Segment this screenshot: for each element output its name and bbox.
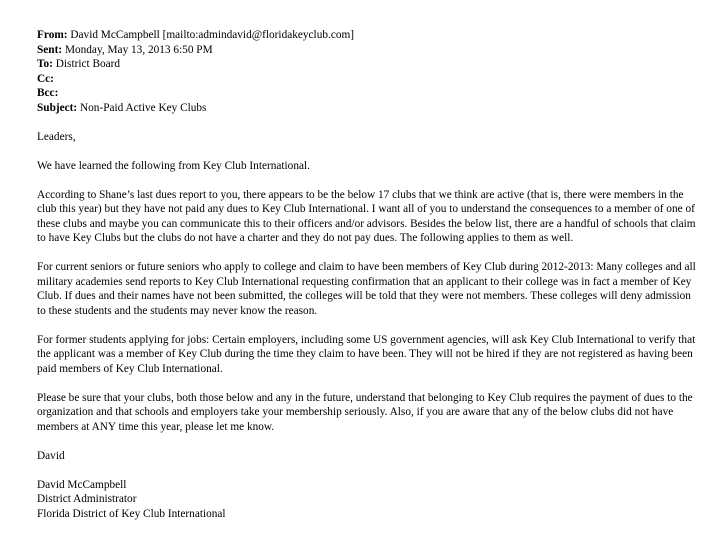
sent-value: Monday, May 13, 2013 6:50 PM (64, 43, 213, 56)
signature-title: District Administrator (37, 493, 137, 505)
signature-name: David McCampbell (37, 478, 127, 491)
paragraph-seniors: For current seniors or future seniors who apply to college and claim to have been members of Key Club during 2012-2013: Many colleges and all military academies send reports to Key Club International requesting confirmation that an applicant to their college was in fact a member of Key Club. If dues and their names have not been submitted, the colleges will be told that they were not members. These colleges will deny admission to these students and the students may never know the reason. (37, 261, 696, 317)
cc-line (37, 72, 697, 87)
email-header (37, 28, 697, 115)
bcc-label: Bcc: (37, 87, 59, 99)
paragraph-intro: We have learned the following from Key Club International. (37, 159, 310, 172)
email-document (37, 28, 697, 521)
to-line (37, 57, 697, 72)
subject-value: Non-Paid Active Key Clubs (80, 101, 207, 114)
subject-label: Subject: (37, 101, 78, 114)
from-line (37, 28, 697, 43)
to-label: To: (37, 58, 53, 70)
from-value: David McCampbell [mailto:admindavid@floridakeyclub.com] (70, 29, 355, 41)
signature-org: Florida District of Key Club International (37, 507, 226, 520)
sent-label: Sent: (37, 43, 63, 56)
greeting: Leaders, (37, 130, 76, 143)
paragraph-dues-report: According to Shane’s last dues report to you, there appears to be the below 17 clubs that we think are active (that is, there were members in the club this year) but they have not paid any dues to Key Club International. I want all of you to understand the consequences to a member of one of these clubs and maybe you can communicate this to their officers and/or advisors. Besides the below list, there are a handful of schools that claim to have Key Clubs but the clubs do not have a charter and they do not pay dues. The following applies to them as well. (37, 188, 696, 244)
subject-line (37, 101, 697, 116)
bcc-line (37, 86, 697, 101)
paragraph-please-be-sure: Please be sure that your clubs, both those below and any in the future, understand that belonging to Key Club requires the payment of dues to the organization and that schools and employers take your membership seriously. Also, if you are aware that any of the below clubs did not have members at ANY time this year, please let me know. (37, 391, 693, 433)
cc-label: Cc: (37, 72, 54, 85)
from-label: From: (37, 29, 68, 41)
sent-line (37, 43, 697, 58)
signature-block (37, 478, 697, 522)
to-value: District Board (55, 58, 121, 70)
paragraph-former-students: For former students applying for jobs: Certain employers, including some US government agencies, will ask Key Club International to verify that the applicant was a member of Key Club during the time they claim to have been. They will not be hired if they are not registered as having been paid members of Key Club International. (37, 333, 696, 375)
signoff: David (37, 449, 65, 462)
